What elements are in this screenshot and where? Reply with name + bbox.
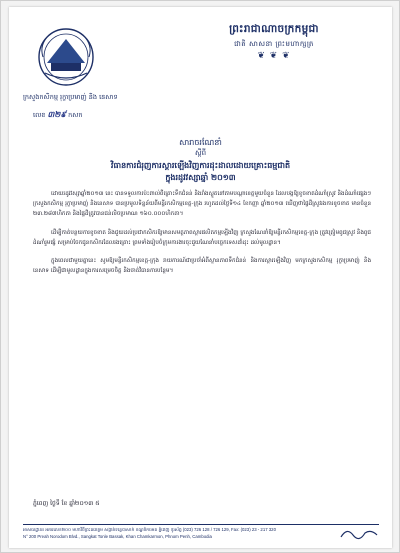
ministry-emblem-icon — [37, 27, 95, 87]
reference-number: ៣២៩ — [47, 110, 67, 119]
signature-scribble-icon — [339, 525, 379, 541]
reference-label: លេខ — [33, 111, 46, 119]
body-text — [33, 189, 371, 284]
footer-address-khmer: អាសយដ្ឋាន៖ អគារលេខ២០០ មហាវិថីព្រះនរោត្តម សង្កាត់ទន្លេបាសាក់ ខណ្ឌចំការមន ភ្នំពេញ — [23, 528, 170, 533]
footer-address-english: N° 200 Preah Norodom Blvd., Sangkat Tonle Bassak, Khan Chamkarmon, Phnom Penh, Cambodia — [23, 534, 212, 539]
footer-contact: ទូរស័ព្ទ (023) 726 128 / 726 129, Fax: (023) 23 - 217 320 — [170, 527, 276, 532]
title-season: ក្នុងរដូវវស្សាឆ្នាំ ២០១៣ — [165, 173, 236, 182]
closing-line: ភ្នំពេញ ថ្ងៃទី ខែ ឆ្នាំ២០១៣ ៥ — [33, 500, 100, 507]
footer-divider — [23, 524, 379, 525]
reference-suffix: កសក — [68, 111, 83, 119]
footer-address — [23, 527, 379, 540]
document-page — [9, 7, 392, 548]
body-paragraph-2: ដើម្បីកាត់បន្ថយការខូចខាត និងជួយដល់ប្រជាកសិករឱ្យមានសមត្ថភាពស្តារផលិតកម្មឡើងវិញ ក្រសួងណែនាំឱ្យមន្ទីរកសិកម្មខេត្ត-ក្រុង ត្រូវត្រៀមពូជស្រូវ និងពូជដំណាំរួមផ្សំ សម្រាប់ចែកជូនកសិករដែលរងគ្រោះ ព្រមទាំងរៀបចំក្រុមការងារចុះជួយណែនាំបច្ចេកទេសដាំដុះ ដល់មូលដ្ឋាន។ — [33, 229, 371, 246]
title-about: ស្តីពី — [194, 149, 207, 157]
title-subject: វិធានការជំរុញការស្តារឡើងវិញការដុះដាលដោយគ្រោះធម្មជាតិ — [110, 161, 291, 170]
national-motto: ជាតិ សាសនា ព្រះមហាក្សត្រ — [234, 40, 314, 48]
body-paragraph-1: ដោយរដូវវស្សាឆ្នាំ២០១៣ នេះ បានទទួលការប៉ះពាល់ពីគ្រោះទឹកជំនន់ និងរាំងស្ងួតនៅតាមបណ្តាខេត្តមួយចំនួន ដែលបង្កឱ្យខូចខាតដំណាំស្រូវ និងដំណាំផ្សេងៗ ក្រសួងកសិកម្ម រុក្ខាប្រមាញ់ និងនេសាទ បានប្រមូលទិន្នន័យពីមន្ទីរកសិកម្មខេត្ត-ក្រុង រហូតដល់ថ្ងៃទី១៤ ខែកញ្ញា ឆ្នាំ២០១៣ ឃើញថាផ្ទៃដីស្រូវរងការខូចខាត មានចំនួន ២៣.២៨៧ហិកតា និងផ្ទៃដីត្រូវបានជន់លិចប្រមាណ ១៦០.០០០ហិកតា។ — [33, 191, 371, 218]
header-ornament: ❦ ❦ ❦ — [257, 51, 291, 61]
ministry-name: ក្រសួងកសិកម្ម រុក្ខាប្រមាញ់ និង នេសាទ — [23, 93, 118, 101]
document-type-title: សារាចរណែនាំ — [179, 138, 222, 147]
body-paragraph-3: ក្នុងពេលជាមួយគ្នានេះ សូមឱ្យមន្ទីរកសិកម្មខេត្ត-ក្រុង រាយការណ៍ជាប្រចាំអំពីស្ថានភាពទឹកជំនន់ និងការស្តារឡើងវិញ មកក្រសួងកសិកម្ម រុក្ខាប្រមាញ់ និងនេសាទ ដើម្បីជាមូលដ្ឋានក្នុងការសម្រេចចិត្ត និងចាត់វិធានការបន្ថែម។ — [33, 258, 371, 275]
kingdom-title: ព្រះរាជាណាចក្រកម្ពុជា — [229, 23, 319, 35]
kingdom-header — [199, 23, 349, 61]
reference-number-line — [33, 109, 83, 121]
